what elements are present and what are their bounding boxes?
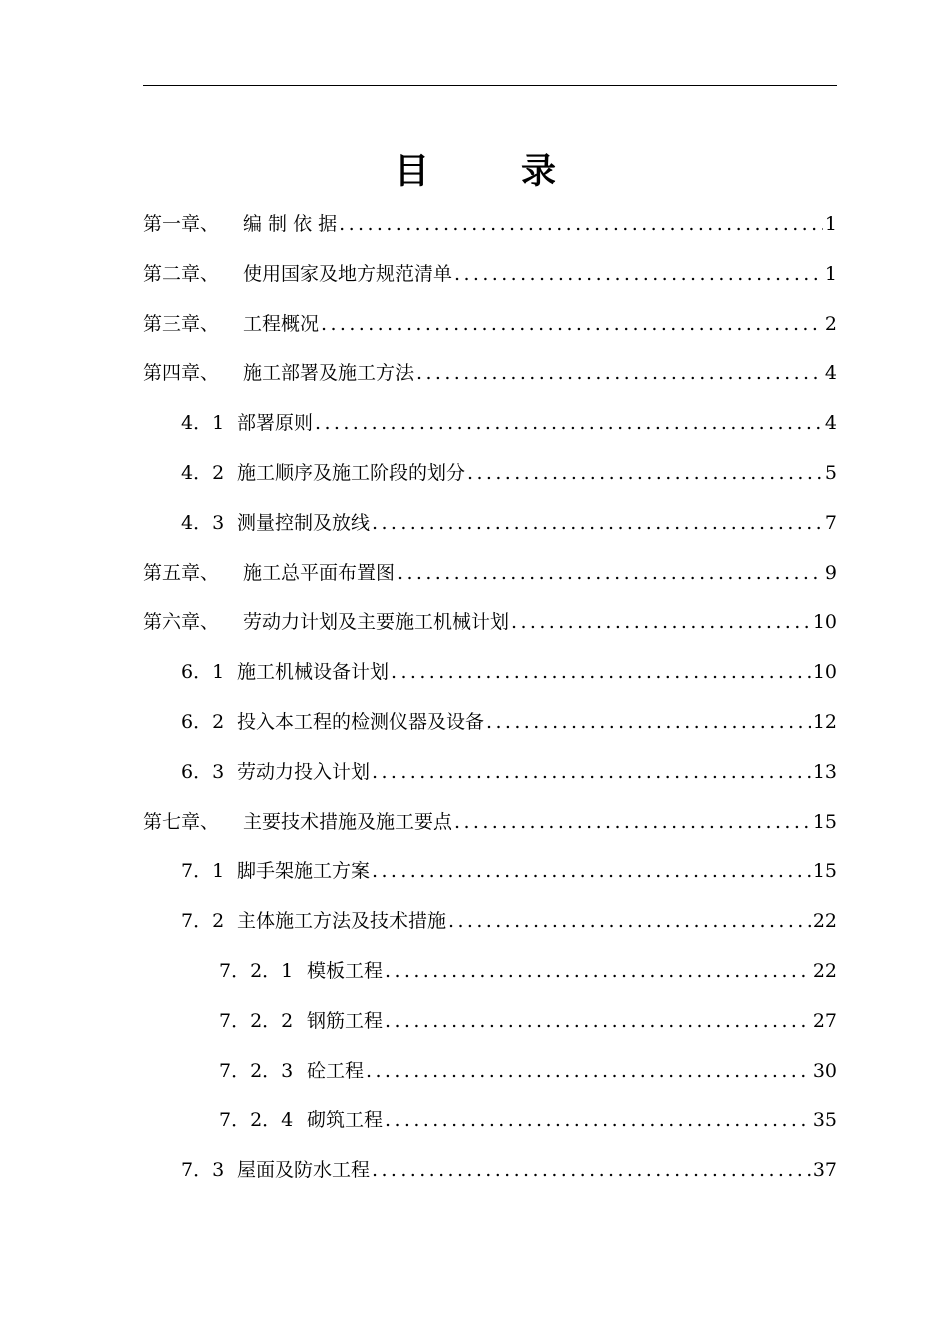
toc-entry[interactable]	[143, 1096, 837, 1146]
toc-entry-number: 第六章、	[143, 611, 220, 634]
toc-entry-label	[181, 698, 484, 748]
toc-dot-leader	[397, 549, 823, 599]
toc-entry-number: 7．2．2	[219, 1009, 294, 1032]
toc-entry-label	[143, 798, 452, 848]
toc-dot-leader	[372, 499, 823, 549]
toc-entry-label	[219, 1047, 364, 1097]
toc-entry-label	[181, 648, 389, 698]
toc-entry-number: 6．1	[181, 661, 225, 684]
toc-entry-page: 22	[812, 959, 837, 982]
toc-entry-title: 编 制 依 据	[243, 213, 338, 235]
toc-entry-number: 第四章、	[143, 362, 220, 385]
toc-dot-leader	[448, 897, 811, 947]
toc-entry-label	[219, 1096, 383, 1146]
toc-entry[interactable]	[143, 499, 837, 549]
toc-entry-number: 7．2．3	[219, 1059, 294, 1082]
toc-dot-leader	[486, 698, 811, 748]
toc-dot-leader	[366, 1047, 811, 1097]
toc-dot-leader	[467, 449, 823, 499]
toc-entry-title: 施工顺序及施工阶段的划分	[237, 461, 466, 484]
toc-entry-label	[143, 349, 414, 399]
toc-entry-title: 工程概况	[243, 312, 320, 335]
toc-entry-page: 12	[812, 710, 837, 733]
toc-entry-label	[143, 200, 337, 250]
toc-entry-number: 6．2	[181, 710, 225, 733]
toc-entry-page: 4	[824, 412, 837, 435]
toc-entry-label	[181, 1146, 370, 1196]
toc-entry-number: 第三章、	[143, 312, 220, 335]
toc-entry-label	[181, 499, 370, 549]
toc-entry-number: 7．3	[181, 1159, 225, 1182]
toc-entry-title: 施工机械设备计划	[237, 661, 390, 684]
toc-dot-leader	[416, 349, 823, 399]
toc-entry-page: 22	[812, 910, 837, 933]
toc-dot-leader	[321, 300, 823, 350]
toc-entry-title: 投入本工程的检测仪器及设备	[237, 710, 485, 733]
toc-entry-label	[219, 997, 383, 1047]
toc-entry-page: 2	[824, 312, 837, 335]
toc-entry-title: 脚手架施工方案	[237, 860, 371, 883]
toc-entry-number: 6．3	[181, 760, 225, 783]
toc-entry-number: 第一章、	[143, 213, 220, 235]
toc-entry-number: 7．2．4	[219, 1109, 294, 1132]
toc-entry-label	[143, 598, 509, 648]
title-char-1: 目	[393, 152, 429, 192]
toc-entry-label	[219, 947, 383, 997]
toc-entry-title: 劳动力投入计划	[237, 760, 371, 783]
toc-entry-page: 30	[812, 1059, 837, 1082]
title-char-2: 录	[521, 152, 557, 192]
toc-entry-page: 13	[812, 760, 837, 783]
toc-entry-number: 4．2	[181, 461, 225, 484]
toc-entry-label	[181, 399, 313, 449]
toc-entry-label	[181, 449, 465, 499]
toc-entry-page: 1	[824, 213, 837, 235]
toc-entry[interactable]	[143, 1047, 837, 1097]
toc-dot-leader	[385, 947, 811, 997]
toc-entry[interactable]	[143, 598, 837, 648]
toc-entry-label	[143, 549, 395, 599]
toc-entry[interactable]	[143, 897, 837, 947]
toc-entry-number: 第五章、	[143, 561, 220, 584]
toc-entry[interactable]	[143, 648, 837, 698]
toc-entry-number: 4．1	[181, 412, 225, 435]
toc-entry[interactable]	[143, 549, 837, 599]
toc-dot-leader	[315, 399, 823, 449]
toc-entry-page: 10	[812, 611, 837, 634]
toc-entry-title: 部署原则	[237, 412, 314, 435]
toc-entry-title: 主要技术措施及施工要点	[243, 810, 453, 833]
toc-entry-title: 测量控制及放线	[237, 511, 371, 534]
toc-entry-number: 7．1	[181, 860, 225, 883]
toc-entry-label	[143, 300, 319, 350]
toc-entry-title: 屋面及防水工程	[237, 1159, 371, 1182]
toc-entry-page: 35	[812, 1109, 837, 1132]
toc-dot-leader	[372, 748, 811, 798]
toc-entry-title: 使用国家及地方规范清单	[243, 262, 453, 285]
toc-entry-title: 主体施工方法及技术措施	[237, 910, 447, 933]
toc-entry[interactable]	[143, 947, 837, 997]
toc-entry[interactable]	[143, 200, 837, 250]
toc-entry-number: 第二章、	[143, 262, 220, 285]
toc-entry[interactable]	[143, 349, 837, 399]
toc-entry-number: 7．2．1	[219, 959, 294, 982]
table-of-contents	[143, 200, 837, 1196]
toc-entry-title: 施工部署及施工方法	[243, 362, 415, 385]
toc-entry-page: 10	[812, 661, 837, 684]
toc-dot-leader	[372, 847, 811, 897]
toc-dot-leader	[385, 1096, 811, 1146]
toc-entry-page: 37	[812, 1159, 837, 1182]
toc-entry[interactable]	[143, 798, 837, 848]
toc-entry-page: 15	[812, 860, 837, 883]
toc-entry[interactable]	[143, 399, 837, 449]
toc-dot-leader	[454, 250, 823, 300]
toc-entry-title: 施工总平面布置图	[243, 561, 396, 584]
toc-entry-number: 7．2	[181, 910, 225, 933]
header-rule	[143, 85, 837, 86]
toc-dot-leader	[339, 200, 823, 250]
toc-entry-label	[143, 250, 452, 300]
toc-dot-leader	[511, 598, 811, 648]
page-title	[0, 148, 950, 196]
toc-entry[interactable]	[143, 449, 837, 499]
toc-dot-leader	[391, 648, 811, 698]
toc-entry-label	[181, 748, 370, 798]
toc-entry[interactable]	[143, 250, 837, 300]
toc-entry-number: 第七章、	[143, 810, 220, 833]
toc-entry-label	[181, 847, 370, 897]
toc-dot-leader	[454, 798, 811, 848]
toc-entry-page: 9	[824, 561, 837, 584]
toc-entry[interactable]	[143, 847, 837, 897]
toc-dot-leader	[372, 1146, 811, 1196]
toc-entry-number: 4．3	[181, 511, 225, 534]
toc-entry[interactable]	[143, 1146, 837, 1196]
toc-entry-title: 砼工程	[307, 1059, 365, 1082]
toc-entry-title: 砌筑工程	[307, 1109, 384, 1132]
toc-entry-page: 5	[824, 461, 837, 484]
toc-entry[interactable]	[143, 300, 837, 350]
toc-entry-title: 模板工程	[307, 959, 384, 982]
toc-entry[interactable]	[143, 997, 837, 1047]
toc-entry-page: 4	[824, 362, 837, 385]
toc-dot-leader	[385, 997, 811, 1047]
toc-entry-page: 7	[824, 511, 837, 534]
toc-entry[interactable]	[143, 748, 837, 798]
toc-entry[interactable]	[143, 698, 837, 748]
toc-entry-title: 钢筋工程	[307, 1009, 384, 1032]
toc-entry-page: 27	[812, 1009, 837, 1032]
toc-entry-title: 劳动力计划及主要施工机械计划	[243, 611, 510, 634]
toc-entry-label	[181, 897, 446, 947]
toc-entry-page: 1	[824, 262, 837, 285]
toc-entry-page: 15	[812, 810, 837, 833]
